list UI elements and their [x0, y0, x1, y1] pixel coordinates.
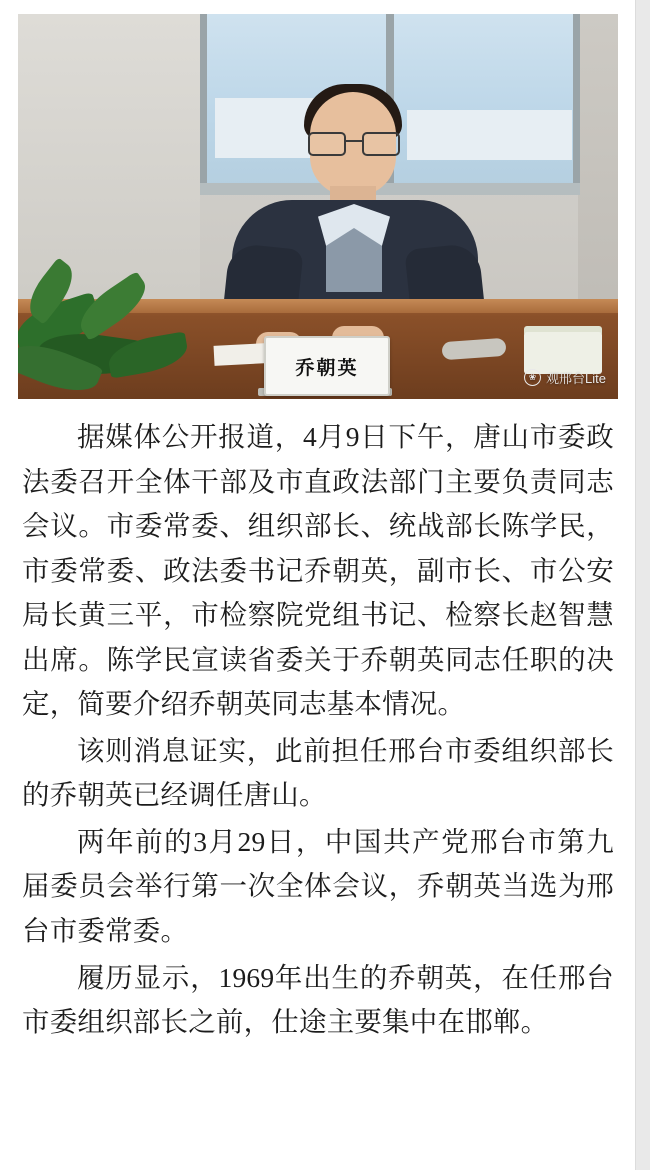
window-building-detail-right: [419, 122, 559, 128]
glasses-bridge: [344, 140, 364, 142]
window-sill: [200, 183, 580, 195]
glasses-lens-right: [362, 132, 400, 156]
article-paragraph: 两年前的3月29日，中国共产党邢台市第九届委员会举行第一次全体会议，乔朝英当选为邢台市委常委。: [22, 825, 614, 947]
watermark-label: 观邢台Lite: [546, 371, 606, 386]
photo-watermark: [524, 368, 606, 387]
nameplate: [264, 336, 390, 396]
watermark-logo-icon: ❀: [524, 369, 541, 386]
photo-wall-right-panel: [578, 14, 618, 314]
article-paragraph: 履历显示，1969年出生的乔朝英，在任邢台市委组织部长之前，仕途主要集中在邯郸。: [22, 961, 614, 1038]
person-glasses: [306, 132, 402, 152]
potted-plant: [18, 276, 198, 399]
photo-wall-left-panel: [18, 14, 200, 314]
nameplate-text: 乔朝英: [295, 357, 359, 379]
page-right-gutter: [635, 0, 650, 1170]
article-photo: [18, 14, 618, 399]
glasses-lens-left: [308, 132, 346, 156]
article-paragraph: 该则消息证实，此前担任邢台市委组织部长的乔朝英已经调任唐山。: [22, 734, 614, 811]
window-building-right: [407, 110, 572, 160]
article-paragraph: 据媒体公开报道，4月9日下午，唐山市委政法委召开全体干部及市直政法部门主要负责同志会议。市委常委、组织部长、统战部长陈学民，市委常委、政法委书记乔朝英，副市长、市公安局长黄三平，市检察院党组书记、检察长赵智慧出席。陈学民宣读省委关于乔朝英同志任职的决定，简要介绍乔朝英同志基本情况。: [22, 421, 614, 720]
article-body: [18, 415, 618, 1045]
